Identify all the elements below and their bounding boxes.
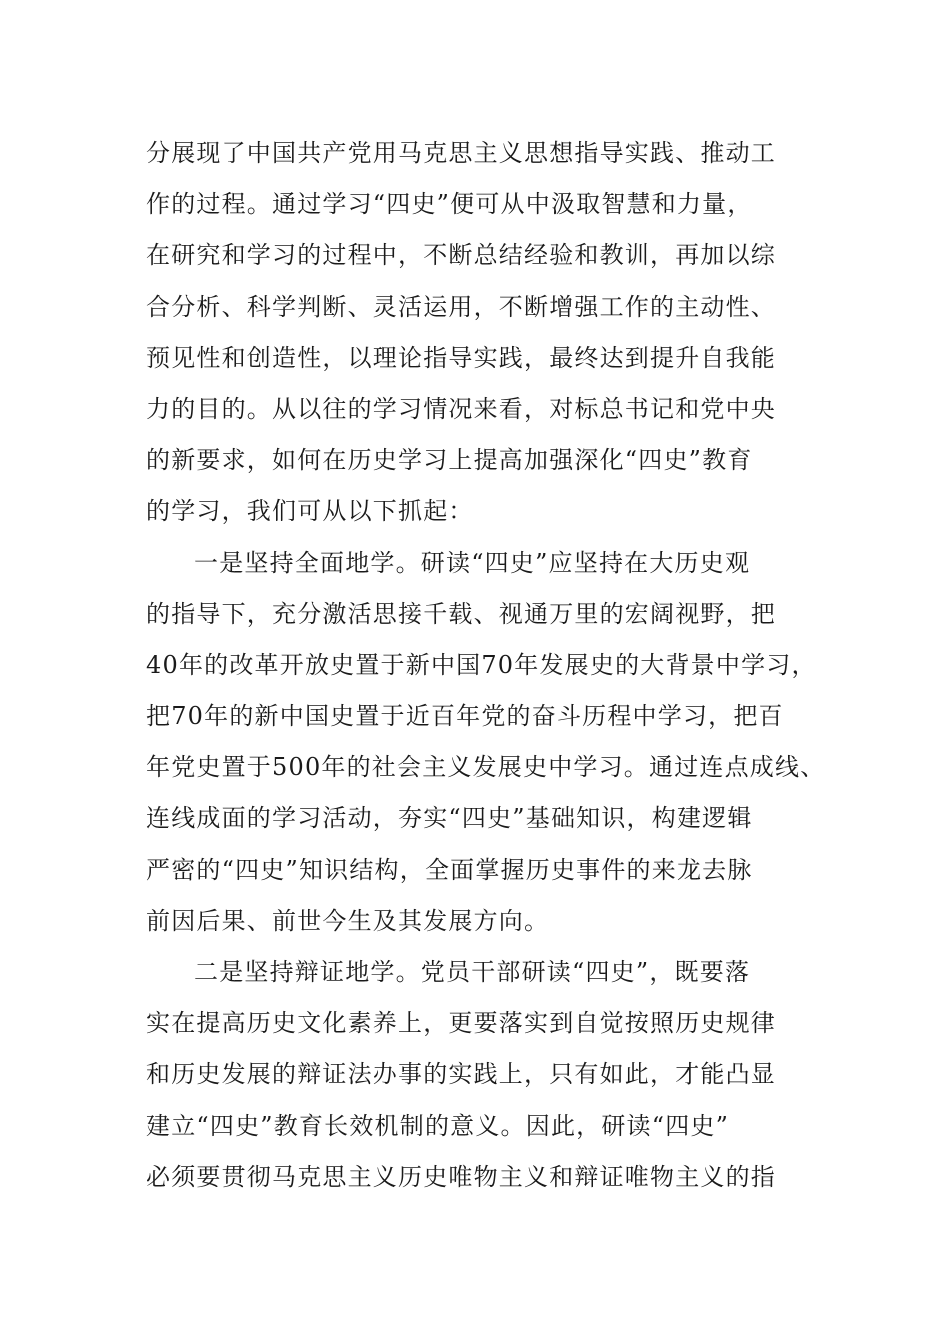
body-text	[146, 128, 846, 1203]
text-line: 连线成面的学习活动，夯实“四史”基础知识，构建逻辑	[146, 804, 753, 833]
text-line: 前因后果、前世今生及其发展方向。	[146, 906, 550, 935]
text-line: 严密的“四史”知识结构，全面掌握历史事件的来龙去脉	[146, 855, 753, 884]
text-line: 和历史发展的辩证法办事的实践上，只有如此，才能凸显	[146, 1060, 776, 1089]
text-line: 的指导下，充分激活思接千载、视通万里的宏阔视野，把	[146, 599, 776, 628]
text-line: 年党史置于500年的社会主义发展史中学习。通过连点成线、	[146, 753, 826, 782]
text-line: 实在提高历史文化素养上，更要落实到自觉按照历史规律	[146, 1009, 776, 1038]
text-line: 作的过程。通过学习“四史”便可从中汲取智慧和力量，	[146, 190, 753, 219]
text-line: 建立“四史”教育长效机制的意义。因此，研读“四史”	[146, 1111, 730, 1140]
text-line: 40年的改革开放史置于新中国70年发展史的大背景中学习，	[146, 650, 817, 679]
text-line: 的新要求，如何在历史学习上提高加强深化“四史”教育	[146, 446, 753, 475]
text-line: 合分析、科学判断、灵活运用，不断增强工作的主动性、	[146, 292, 776, 321]
text-line: 把70年的新中国史置于近百年党的奋斗历程中学习，把百	[146, 702, 784, 731]
paragraph-start-line: 二是坚持辩证地学。党员干部研读“四史”，既要落	[194, 958, 751, 986]
text-line: 预见性和创造性，以理论指导实践，最终达到提升自我能	[146, 343, 776, 372]
text-line: 在研究和学习的过程中，不断总结经验和教训，再加以综	[146, 241, 776, 270]
text-line: 必须要贯彻马克思主义历史唯物主义和辩证唯物主义的指	[146, 1162, 776, 1191]
paragraph-start-line: 一是坚持全面地学。研读“四史”应坚持在大历史观	[194, 548, 751, 577]
text-line: 力的目的。从以往的学习情况来看，对标总书记和党中央	[146, 394, 776, 423]
text-line: 的学习，我们可从以下抓起：	[146, 497, 474, 526]
text-line: 分展现了中国共产党用马克思主义思想指导实践、推动工	[146, 139, 776, 167]
